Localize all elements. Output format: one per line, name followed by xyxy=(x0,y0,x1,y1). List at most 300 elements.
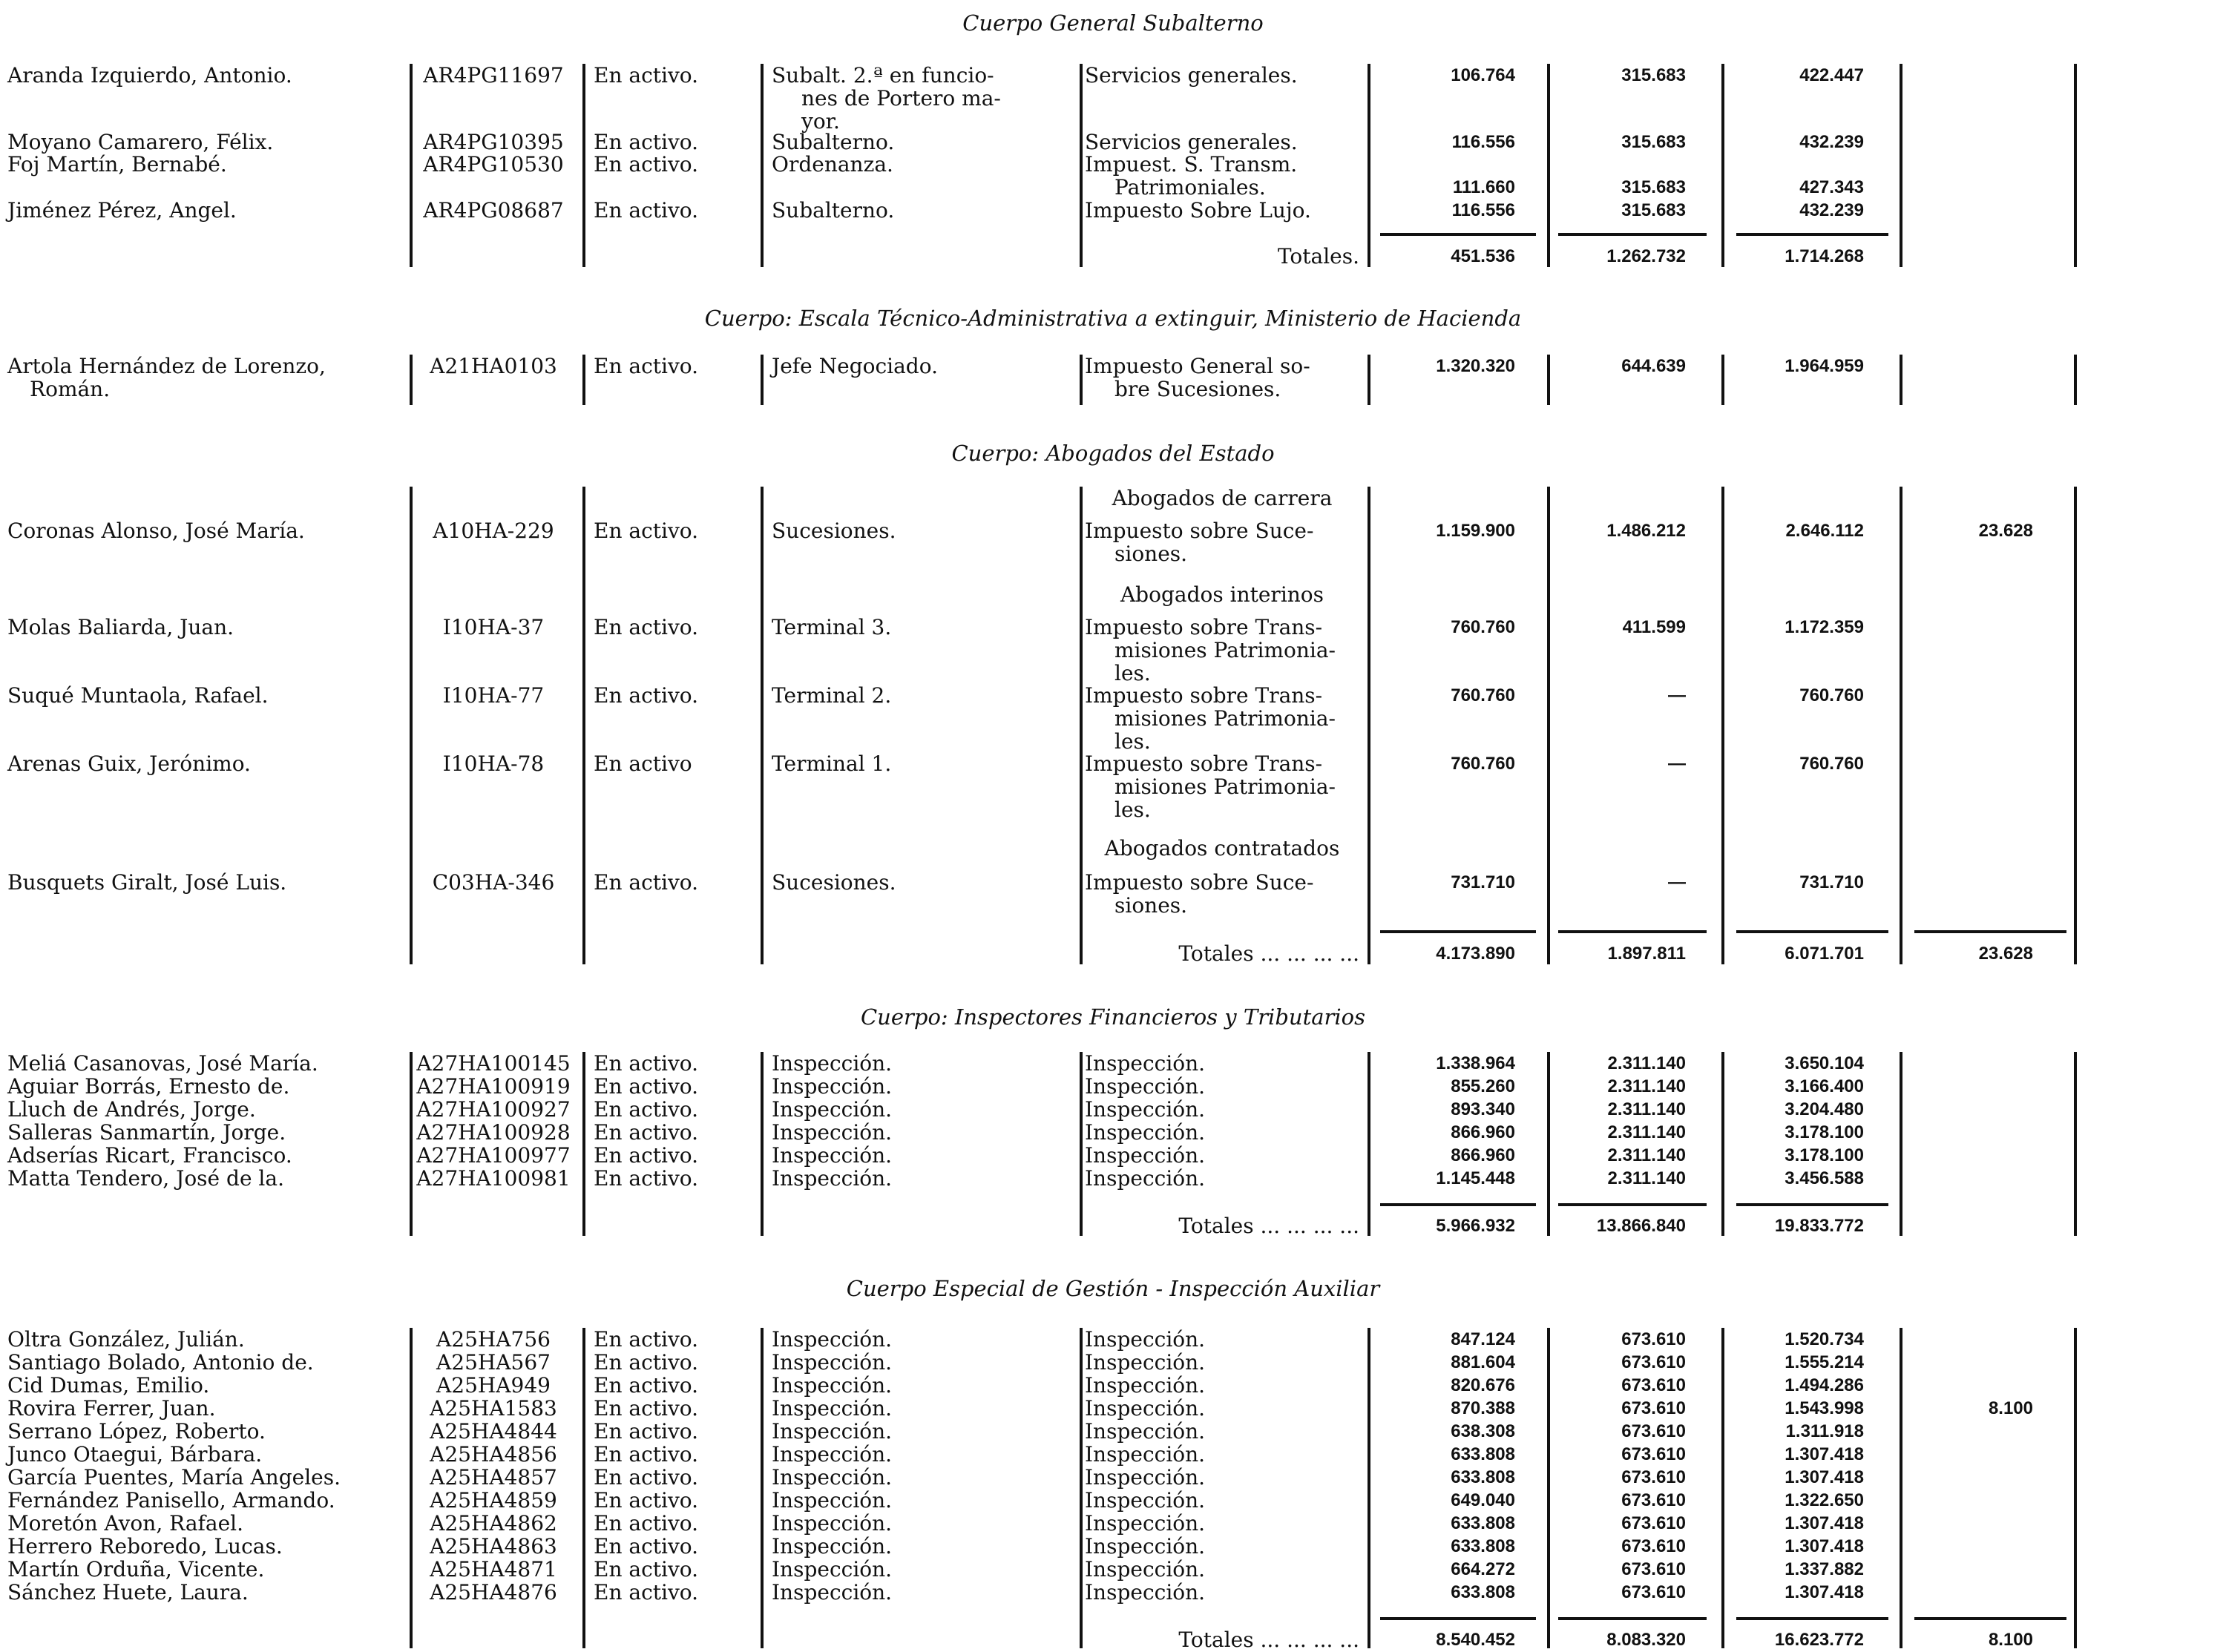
section-title: Cuerpo: Abogados del Estado xyxy=(951,441,1275,466)
concept: Servicios generales. xyxy=(1085,130,1298,154)
amount-a: 649.040 xyxy=(1451,1490,1515,1510)
post: Inspección. xyxy=(772,1419,893,1444)
amount-a: 638.308 xyxy=(1451,1421,1515,1441)
status: En activo. xyxy=(594,1557,699,1582)
amount-c: 760.760 xyxy=(1799,754,1864,774)
amount-b: — xyxy=(1668,754,1686,774)
registry-code: A25HA567 xyxy=(436,1350,551,1375)
amount-c: 1.964.959 xyxy=(1785,356,1864,376)
column-rule xyxy=(761,1052,764,1236)
registry-code: A25HA4876 xyxy=(430,1580,557,1605)
column-rule xyxy=(1900,1052,1902,1236)
sum-rule xyxy=(1558,930,1707,933)
amount-c: 1.555.214 xyxy=(1785,1352,1864,1372)
concept: Impuesto sobre Trans- xyxy=(1085,683,1323,708)
employee-name: Aranda Izquierdo, Antonio. xyxy=(7,63,292,88)
concept: misiones Patrimonia- xyxy=(1114,638,1336,662)
employee-name: Adserías Ricart, Francisco. xyxy=(7,1143,292,1168)
concept: les. xyxy=(1114,797,1151,822)
amount-a: 866.960 xyxy=(1451,1145,1515,1165)
concept: Servicios generales. xyxy=(1085,63,1298,88)
concept: Inspección. xyxy=(1085,1373,1206,1398)
column-rule xyxy=(761,355,764,405)
sum-rule xyxy=(1736,1203,1888,1206)
status: En activo. xyxy=(594,870,699,895)
amount-c: 731.710 xyxy=(1799,872,1864,892)
registry-code: A25HA4859 xyxy=(430,1488,557,1513)
concept: les. xyxy=(1114,661,1151,685)
post: Inspección. xyxy=(772,1143,893,1168)
amount-a: 633.808 xyxy=(1451,1536,1515,1556)
registry-code: AR4PG10530 xyxy=(423,152,564,177)
amount-b: 315.683 xyxy=(1621,65,1686,85)
amount-c: 3.166.400 xyxy=(1785,1076,1864,1096)
registry-code: A21HA0103 xyxy=(430,354,557,378)
total-b: 1.262.732 xyxy=(1606,246,1686,266)
status: En activo. xyxy=(594,1534,699,1559)
amount-a: 847.124 xyxy=(1451,1329,1515,1349)
total-a: 8.540.452 xyxy=(1436,1630,1515,1650)
concept: Inspección. xyxy=(1085,1511,1206,1536)
concept: Inspección. xyxy=(1085,1166,1206,1191)
amount-c: 3.650.104 xyxy=(1785,1053,1864,1073)
employee-name: Foj Martín, Bernabé. xyxy=(7,152,227,177)
concept: Impuesto sobre Trans- xyxy=(1085,751,1323,776)
amount-a: 855.260 xyxy=(1451,1076,1515,1096)
column-rule xyxy=(1368,355,1370,405)
registry-code: A25HA4857 xyxy=(430,1465,557,1490)
post: Inspección. xyxy=(772,1097,893,1122)
amount-a: 633.808 xyxy=(1451,1582,1515,1602)
column-rule xyxy=(761,487,764,964)
amount-c: 1.543.998 xyxy=(1785,1398,1864,1418)
sum-rule xyxy=(1558,1203,1707,1206)
column-rule xyxy=(1721,1052,1724,1236)
amount-c: 1.520.734 xyxy=(1785,1329,1864,1349)
column-rule xyxy=(582,355,585,405)
employee-name: Busquets Giralt, José Luis. xyxy=(7,870,287,895)
amount-b: 1.486.212 xyxy=(1606,521,1686,541)
column-rule xyxy=(582,64,585,267)
amount-c: 422.447 xyxy=(1799,65,1864,85)
registry-code: A27HA100919 xyxy=(416,1074,571,1099)
column-rule xyxy=(1080,1052,1083,1236)
concept-subheading: Abogados contratados xyxy=(1104,836,1340,860)
status: En activo. xyxy=(594,1097,699,1122)
employee-name: Sánchez Huete, Laura. xyxy=(7,1580,249,1605)
employee-name: Rovira Ferrer, Juan. xyxy=(7,1396,216,1421)
status: En activo. xyxy=(594,1419,699,1444)
post: yor. xyxy=(801,109,840,134)
column-rule xyxy=(1368,1052,1370,1236)
amount-c: 1.307.418 xyxy=(1785,1467,1864,1487)
status: En activo. xyxy=(594,130,699,154)
concept: Inspección. xyxy=(1085,1327,1206,1352)
employee-name: García Puentes, María Angeles. xyxy=(7,1465,341,1490)
total-c: 19.833.772 xyxy=(1774,1216,1864,1236)
total-d: 8.100 xyxy=(1988,1630,2033,1650)
amount-b: 2.311.140 xyxy=(1607,1099,1686,1119)
total-d: 23.628 xyxy=(1978,944,2033,964)
column-rule xyxy=(2074,1052,2077,1236)
status: En activo. xyxy=(594,1373,699,1398)
amount-d: 23.628 xyxy=(1978,521,2033,541)
total-a: 5.966.932 xyxy=(1436,1216,1515,1236)
amount-a: 881.604 xyxy=(1451,1352,1515,1372)
employee-name: Moretón Avon, Rafael. xyxy=(7,1511,244,1536)
concept-subheading: Abogados de carrera xyxy=(1112,486,1333,510)
totals-label: Totales ... ... ... ... xyxy=(1178,941,1359,966)
column-rule xyxy=(761,1328,764,1648)
column-rule xyxy=(1080,355,1083,405)
column-rule xyxy=(1721,64,1724,267)
sum-rule xyxy=(1380,1617,1536,1620)
amount-c: 3.204.480 xyxy=(1785,1099,1864,1119)
concept: Impuesto sobre Suce- xyxy=(1085,519,1314,543)
post: Inspección. xyxy=(772,1074,893,1099)
sum-rule xyxy=(1736,233,1888,236)
amount-c: 1.307.418 xyxy=(1785,1444,1864,1464)
post: Terminal 3. xyxy=(772,615,892,639)
section-title: Cuerpo: Escala Técnico-Administrativa a extinguir, Ministerio de Hacienda xyxy=(704,306,1522,331)
amount-b: 2.311.140 xyxy=(1607,1053,1686,1073)
amount-c: 760.760 xyxy=(1799,685,1864,705)
sum-rule xyxy=(1914,930,2066,933)
column-rule xyxy=(761,64,764,267)
column-rule xyxy=(1080,1328,1083,1648)
status: En activo. xyxy=(594,354,699,378)
column-rule xyxy=(2074,1328,2077,1648)
concept: Impuesto sobre Trans- xyxy=(1085,615,1323,639)
post: Terminal 1. xyxy=(772,751,892,776)
amount-a: 820.676 xyxy=(1451,1375,1515,1395)
status: En activo. xyxy=(594,1442,699,1467)
column-rule xyxy=(1547,487,1550,964)
registry-code: A25HA4862 xyxy=(430,1511,557,1536)
column-rule xyxy=(1080,487,1083,964)
concept: les. xyxy=(1114,729,1151,754)
amount-a: 106.764 xyxy=(1451,65,1515,85)
total-b: 8.083.320 xyxy=(1606,1630,1686,1650)
sum-rule xyxy=(1380,1203,1536,1206)
column-rule xyxy=(1547,1052,1550,1236)
amount-b: 2.311.140 xyxy=(1607,1122,1686,1142)
amount-b: 673.610 xyxy=(1621,1559,1686,1579)
registry-code: A27HA100145 xyxy=(416,1051,571,1076)
amount-b: 673.610 xyxy=(1621,1513,1686,1533)
post: Inspección. xyxy=(772,1373,893,1398)
registry-code: I10HA-37 xyxy=(442,615,545,639)
section-title: Cuerpo Especial de Gestión - Inspección Auxiliar xyxy=(846,1276,1380,1301)
employee-name: Cid Dumas, Emilio. xyxy=(7,1373,210,1398)
column-rule xyxy=(1721,487,1724,964)
post: Sucesiones. xyxy=(772,519,896,543)
amount-a: 760.760 xyxy=(1451,617,1515,637)
status: En activo. xyxy=(594,1465,699,1490)
registry-code: A25HA4856 xyxy=(430,1442,557,1467)
employee-name: Oltra González, Julián. xyxy=(7,1327,245,1352)
post: Subalterno. xyxy=(772,130,895,154)
registry-code: A27HA100928 xyxy=(416,1120,571,1145)
column-rule xyxy=(1900,487,1902,964)
post: Ordenanza. xyxy=(772,152,893,177)
employee-name: Santiago Bolado, Antonio de. xyxy=(7,1350,314,1375)
amount-c: 1.172.359 xyxy=(1785,617,1864,637)
employee-name: Martín Orduña, Vicente. xyxy=(7,1557,265,1582)
post: Inspección. xyxy=(772,1350,893,1375)
concept: Inspección. xyxy=(1085,1097,1206,1122)
concept: Inspección. xyxy=(1085,1051,1206,1076)
total-b: 13.866.840 xyxy=(1596,1216,1686,1236)
concept: Impuesto sobre Suce- xyxy=(1085,870,1314,895)
post: Inspección. xyxy=(772,1166,893,1191)
status: En activo. xyxy=(594,1327,699,1352)
concept: Inspección. xyxy=(1085,1557,1206,1582)
post: Inspección. xyxy=(772,1327,893,1352)
concept: bre Sucesiones. xyxy=(1114,377,1281,401)
registry-code: A27HA100927 xyxy=(416,1097,571,1122)
amount-b: 673.610 xyxy=(1621,1582,1686,1602)
amount-b: 673.610 xyxy=(1621,1421,1686,1441)
total-c: 6.071.701 xyxy=(1785,944,1864,964)
registry-code: I10HA-78 xyxy=(442,751,545,776)
concept: misiones Patrimonia- xyxy=(1114,706,1336,731)
totals-label: Totales ... ... ... ... xyxy=(1178,1628,1359,1652)
concept: Inspección. xyxy=(1085,1465,1206,1490)
employee-name: Meliá Casanovas, José María. xyxy=(7,1051,318,1076)
status: En activo. xyxy=(594,1120,699,1145)
amount-c: 1.494.286 xyxy=(1785,1375,1864,1395)
registry-code: AR4PG08687 xyxy=(423,198,564,223)
sum-rule xyxy=(1380,233,1536,236)
amount-a: 633.808 xyxy=(1451,1513,1515,1533)
amount-a: 633.808 xyxy=(1451,1467,1515,1487)
column-rule xyxy=(1547,64,1550,267)
employee-name: Román. xyxy=(30,377,111,401)
concept: Inspección. xyxy=(1085,1120,1206,1145)
section-title: Cuerpo: Inspectores Financieros y Tributarios xyxy=(860,1004,1365,1030)
employee-name: Aguiar Borrás, Ernesto de. xyxy=(7,1074,290,1099)
column-rule xyxy=(1368,64,1370,267)
concept: Inspección. xyxy=(1085,1074,1206,1099)
concept: Inspección. xyxy=(1085,1350,1206,1375)
status: En activo. xyxy=(594,1580,699,1605)
column-rule xyxy=(2074,64,2077,267)
sum-rule xyxy=(1380,930,1536,933)
status: En activo xyxy=(594,751,692,776)
amount-b: 673.610 xyxy=(1621,1467,1686,1487)
registry-code: AR4PG10395 xyxy=(423,130,564,154)
amount-a: 111.660 xyxy=(1452,177,1515,197)
column-rule xyxy=(1080,64,1083,267)
status: En activo. xyxy=(594,1350,699,1375)
amount-a: 870.388 xyxy=(1451,1398,1515,1418)
employee-name: Salleras Sanmartín, Jorge. xyxy=(7,1120,286,1145)
column-rule xyxy=(1900,1328,1902,1648)
status: En activo. xyxy=(594,152,699,177)
amount-a: 116.556 xyxy=(1451,200,1515,220)
column-rule xyxy=(1721,355,1724,405)
amount-b: 315.683 xyxy=(1621,177,1686,197)
amount-b: 315.683 xyxy=(1621,200,1686,220)
post: Inspección. xyxy=(772,1534,893,1559)
registry-code: A25HA1583 xyxy=(430,1396,557,1421)
post: Subalterno. xyxy=(772,198,895,223)
employee-name: Matta Tendero, José de la. xyxy=(7,1166,284,1191)
status: En activo. xyxy=(594,1074,699,1099)
amount-b: 673.610 xyxy=(1621,1490,1686,1510)
concept: Impuest. S. Transm. xyxy=(1085,152,1298,177)
amount-a: 1.145.448 xyxy=(1436,1168,1515,1188)
total-c: 1.714.268 xyxy=(1785,246,1864,266)
total-a: 4.173.890 xyxy=(1436,944,1515,964)
amount-c: 432.239 xyxy=(1799,132,1864,152)
amount-c: 1.307.418 xyxy=(1785,1536,1864,1556)
totals-label: Totales. xyxy=(1277,244,1359,269)
sum-rule xyxy=(1736,1617,1888,1620)
post: Inspección. xyxy=(772,1051,893,1076)
employee-name: Suqué Muntaola, Rafael. xyxy=(7,683,269,708)
concept: Inspección. xyxy=(1085,1396,1206,1421)
amount-b: 2.311.140 xyxy=(1607,1168,1686,1188)
employee-name: Fernández Panisello, Armando. xyxy=(7,1488,335,1513)
amount-b: 673.610 xyxy=(1621,1398,1686,1418)
amount-c: 3.178.100 xyxy=(1785,1122,1864,1142)
column-rule xyxy=(582,1052,585,1236)
status: En activo. xyxy=(594,615,699,639)
post: Inspección. xyxy=(772,1396,893,1421)
status: En activo. xyxy=(594,1488,699,1513)
registry-code: C03HA-346 xyxy=(432,870,555,895)
status: En activo. xyxy=(594,198,699,223)
amount-a: 760.760 xyxy=(1451,685,1515,705)
total-c: 16.623.772 xyxy=(1774,1630,1864,1650)
column-rule xyxy=(1900,64,1902,267)
sum-rule xyxy=(1914,1617,2066,1620)
amount-b: 673.610 xyxy=(1621,1375,1686,1395)
status: En activo. xyxy=(594,1051,699,1076)
amount-d: 8.100 xyxy=(1988,1398,2033,1418)
concept: Patrimoniales. xyxy=(1114,175,1266,200)
amount-b: — xyxy=(1668,872,1686,892)
amount-c: 432.239 xyxy=(1799,200,1864,220)
status: En activo. xyxy=(594,1166,699,1191)
totals-label: Totales ... ... ... ... xyxy=(1178,1214,1359,1238)
employee-name: Arenas Guix, Jerónimo. xyxy=(7,751,251,776)
registry-code: A10HA-229 xyxy=(433,519,554,543)
post: Inspección. xyxy=(772,1511,893,1536)
post: Inspección. xyxy=(772,1465,893,1490)
post: Inspección. xyxy=(772,1580,893,1605)
amount-a: 1.159.900 xyxy=(1436,521,1515,541)
column-rule xyxy=(1547,355,1550,405)
employee-name: Molas Baliarda, Juan. xyxy=(7,615,234,639)
concept: Inspección. xyxy=(1085,1419,1206,1444)
registry-code: AR4PG11697 xyxy=(423,63,564,88)
concept: Inspección. xyxy=(1085,1580,1206,1605)
amount-c: 1.307.418 xyxy=(1785,1513,1864,1533)
registry-code: A27HA100977 xyxy=(416,1143,571,1168)
post: nes de Portero ma- xyxy=(801,86,1001,111)
amount-a: 1.320.320 xyxy=(1436,356,1515,376)
concept: Inspección. xyxy=(1085,1488,1206,1513)
total-b: 1.897.811 xyxy=(1607,944,1686,964)
status: En activo. xyxy=(594,683,699,708)
column-rule xyxy=(582,1328,585,1648)
registry-code: A27HA100981 xyxy=(416,1166,571,1191)
amount-b: 2.311.140 xyxy=(1607,1076,1686,1096)
post: Inspección. xyxy=(772,1488,893,1513)
amount-c: 2.646.112 xyxy=(1785,521,1864,541)
amount-c: 1.337.882 xyxy=(1785,1559,1864,1579)
registry-code: A25HA4871 xyxy=(430,1557,557,1582)
amount-b: 644.639 xyxy=(1621,356,1686,376)
post: Inspección. xyxy=(772,1442,893,1467)
registry-code: A25HA4844 xyxy=(430,1419,557,1444)
column-rule xyxy=(2074,487,2077,964)
amount-a: 866.960 xyxy=(1451,1122,1515,1142)
employee-name: Lluch de Andrés, Jorge. xyxy=(7,1097,256,1122)
amount-b: 315.683 xyxy=(1621,132,1686,152)
amount-c: 427.343 xyxy=(1799,177,1864,197)
column-rule xyxy=(1368,487,1370,964)
amount-c: 1.307.418 xyxy=(1785,1582,1864,1602)
amount-a: 760.760 xyxy=(1451,754,1515,774)
total-a: 451.536 xyxy=(1451,246,1515,266)
column-rule xyxy=(582,487,585,964)
status: En activo. xyxy=(594,519,699,543)
employee-name: Herrero Reboredo, Lucas. xyxy=(7,1534,283,1559)
sum-rule xyxy=(1558,1617,1707,1620)
concept: Inspección. xyxy=(1085,1534,1206,1559)
post: Subalt. 2.ª en funcio- xyxy=(772,63,994,88)
sum-rule xyxy=(1558,233,1707,236)
employee-name: Serrano López, Roberto. xyxy=(7,1419,266,1444)
employee-name: Coronas Alonso, José María. xyxy=(7,519,305,543)
section-title: Cuerpo General Subalterno xyxy=(962,10,1264,36)
column-rule xyxy=(1368,1328,1370,1648)
post: Inspección. xyxy=(772,1120,893,1145)
amount-a: 893.340 xyxy=(1451,1099,1515,1119)
post: Inspección. xyxy=(772,1557,893,1582)
registry-code: A25HA756 xyxy=(436,1327,551,1352)
employee-name: Jiménez Pérez, Angel. xyxy=(7,198,237,223)
column-rule xyxy=(1547,1328,1550,1648)
amount-b: 673.610 xyxy=(1621,1444,1686,1464)
sum-rule xyxy=(1736,930,1888,933)
employee-name: Junco Otaegui, Bárbara. xyxy=(7,1442,263,1467)
status: En activo. xyxy=(594,1511,699,1536)
post: Sucesiones. xyxy=(772,870,896,895)
concept-subheading: Abogados interinos xyxy=(1120,582,1324,607)
registry-code: A25HA949 xyxy=(436,1373,551,1398)
concept: Impuesto General so- xyxy=(1085,354,1310,378)
registry-code: A25HA4863 xyxy=(430,1534,557,1559)
post: Terminal 2. xyxy=(772,683,892,708)
employee-name: Moyano Camarero, Félix. xyxy=(7,130,274,154)
amount-a: 633.808 xyxy=(1451,1444,1515,1464)
amount-b: 673.610 xyxy=(1621,1352,1686,1372)
amount-b: — xyxy=(1668,685,1686,705)
concept: siones. xyxy=(1114,893,1188,918)
column-rule xyxy=(1721,1328,1724,1648)
amount-a: 1.338.964 xyxy=(1436,1053,1515,1073)
amount-b: 673.610 xyxy=(1621,1536,1686,1556)
amount-b: 411.599 xyxy=(1622,617,1686,637)
concept: siones. xyxy=(1114,542,1188,566)
concept: Inspección. xyxy=(1085,1143,1206,1168)
column-rule xyxy=(1900,355,1902,405)
